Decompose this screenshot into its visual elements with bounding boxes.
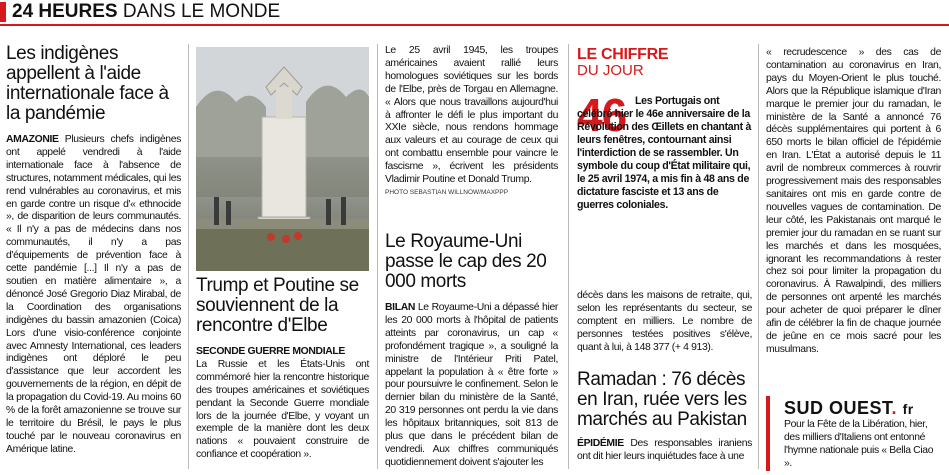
article-kicker: BILAN	[385, 302, 415, 313]
article-kicker: SECONDE GUERRE MONDIALE	[196, 346, 345, 357]
article-ramadan-continued	[766, 47, 941, 357]
article-elbe	[196, 276, 369, 462]
sudouest-box	[766, 396, 941, 471]
article-headline: Ramadan : 76 décès en Iran, ruée vers les marchés au Pakistan	[577, 369, 747, 430]
article-body	[196, 346, 369, 462]
article-headline: Les indigènes appellent à l'aide internationale face à la pandémie	[6, 43, 169, 124]
photo-credit: PHOTO SEBASTIAN WILLNOW/MAXPPP	[385, 188, 509, 196]
sudouest-logo: SUD OUEST. fr	[784, 398, 914, 418]
article-body	[385, 302, 558, 470]
article-headline: Le Royaume-Uni passe le cap des 20 000 morts	[385, 231, 547, 292]
header-rule	[0, 24, 949, 26]
article-body	[6, 134, 181, 457]
article-text: Plusieurs chefs indigènes ont appelé vendredi à l'aide internationale face à l'absence de structures, notamment médicales, qui les rend vulnérables au coronavirus, et mis en garde contre un risque d'« ethnocide », de disparition de leurs communautés. « Il n'y a pas de médecins dans nos communautés, il n'y a pas d'équipements de prévention face à cette pandémie [...] Il n'y a pas de soutien en matière alimentaire », a dénoncé José Gregorio Diaz Mirabal, de la Coordination des organisations indigènes du bassin amazonien (Coica) Lors d'une visio-conférence conjointe avec Amnesty International, ces leaders indigènes ont déploré le peu d'assistance que leur accordent les gouvernements de la région, en dépit de la propagation du Covid-19. Au moins 60 % de la forêt amazonienne se trouve sur le territoire du Brésil, le pays le plus touché par le nouveau coronavirus en Amérique latine.	[6, 134, 181, 455]
column-divider	[188, 44, 189, 469]
chiffre-du-jour	[577, 47, 752, 287]
article-royaume-uni-continued	[577, 290, 752, 355]
article-kicker: ÉPIDÉMIE	[577, 438, 624, 449]
column-divider	[758, 44, 759, 469]
article-body	[577, 438, 752, 464]
chiffre-sublabel: DU JOUR	[577, 62, 644, 79]
article-text: décès dans les maisons de retraite, qui, selon les représentants du secteur, se comptent en milliers. Le nombre de personnes testées positives s'élève, quant à lui, à 148 377 (+ 4 913).	[577, 290, 752, 353]
chiffre-number: 46	[577, 89, 627, 141]
header-accent-bar	[0, 2, 6, 22]
section-title-light: DANS LE MONDE	[122, 1, 281, 22]
column-divider	[377, 44, 378, 469]
section-header	[0, 0, 949, 26]
chiffre-text: Les Portugais ont célébré hier le 46e anniversaire de la Révolution des Œillets en chantant à leurs fenêtres, contournant ainsi l'interdiction de se rassembler. Un symbole du coup d'État militaire qui, le 25 avril 1974, a mis fin à 48 ans de dictature fasciste et 13 ans de guerres coloniales.	[577, 95, 752, 211]
article-headline: Trump et Poutine se souviennent de la rencontre d'Elbe	[196, 275, 359, 336]
section-title	[12, 2, 280, 22]
article-amazonie	[6, 44, 181, 457]
article-text: La Russie et les États-Unis ont commémoré hier la rencontre historique des troupes américaines et soviétiques pendant la Seconde Guerre mondiale lors de la journée d'Elbe, y voyant un exemple de la manière dont les deux nations « pouvaient construire de confiance et coopération ».	[196, 358, 369, 461]
article-text: Le 25 avril 1945, les troupes américaines avaient rallié leurs homologues soviétiques sur les bords de l'Elbe, près de Torgau en Allemagne. « Alors que nous travaillons aujourd'hui à affronter le défi le plus important du XXIe siècle, nous rendons hommage aux valeurs et au courage de ceux qui ont combattu ensemble pour vaincre le fascisme », écrivent les présidents Vladimir Poutine et Donald Trump.	[385, 45, 558, 186]
memorial-illustration	[196, 47, 369, 271]
article-kicker: AMAZONIE	[6, 134, 59, 145]
memorial-photo	[196, 47, 369, 271]
article-royaume-uni	[385, 232, 558, 470]
section-title-bold: 24 HEURES	[12, 1, 118, 22]
chiffre-label: LE CHIFFRE	[577, 46, 669, 63]
article-elbe-continued	[385, 45, 558, 196]
sudouest-accent-bar	[766, 396, 770, 471]
article-text: Le Royaume-Uni a dépassé hier les 20 000 morts à l'hôpital de patients atteints par coronavirus, un cap « profondément tragique », a souligné la ministre de l'Intérieur Priti Patel, appelant la population à « être forte » pour poursuivre le confinement. Selon le dernier bilan du ministère de la Santé, 20 319 personnes ont perdu la vie dans les hôpitaux britanniques, soit 813 de plus que dans le précédent bilan de vendredi. Aux chiffres communiqués quotidiennement doivent s'ajouter les	[385, 302, 558, 468]
article-text: Des responsables iraniens ont dit hier leurs inquiétudes face à une	[577, 438, 752, 462]
article-ramadan	[577, 370, 752, 464]
sudouest-text: Pour la Fête de la Libération, hier, des milliers d'Italiens ont entonné l'hymne nationale puis « Bella Ciao ».	[784, 419, 934, 469]
column-divider	[568, 44, 569, 469]
article-text: « recrudescence » des cas de contamination au coronavirus en Iran, pays du Moyen-Orient le plus touché. Alors que la République islamique d'Iran marque le premier jour du ramadan, le ministère de la Santé a annoncé 76 décès supplémentaires qui portent à 6 650 morts le bilan officiel de l'épidémie en Iran. L'État a autorisé depuis le 11 avril de nombreux commerces à rouvrir progressivement mais des responsables sanitaires ont mis en garde contre de nouvelles vagues de contamination. De leur côté, les Pakistanais ont marqué le premier jour du ramadan en se ruant sur les marchés et dans les mosquées, ignorant les recommandations à rester chez soi pour limiter la propagation du coronavirus. À Rawalpindi, des milliers de personnes ont arpenté les marchés pour acheter de quoi préparer le dîner afin de célébrer la fin de chaque journée de jeûne en ce mois sacré pour les musulmans.	[766, 47, 941, 355]
